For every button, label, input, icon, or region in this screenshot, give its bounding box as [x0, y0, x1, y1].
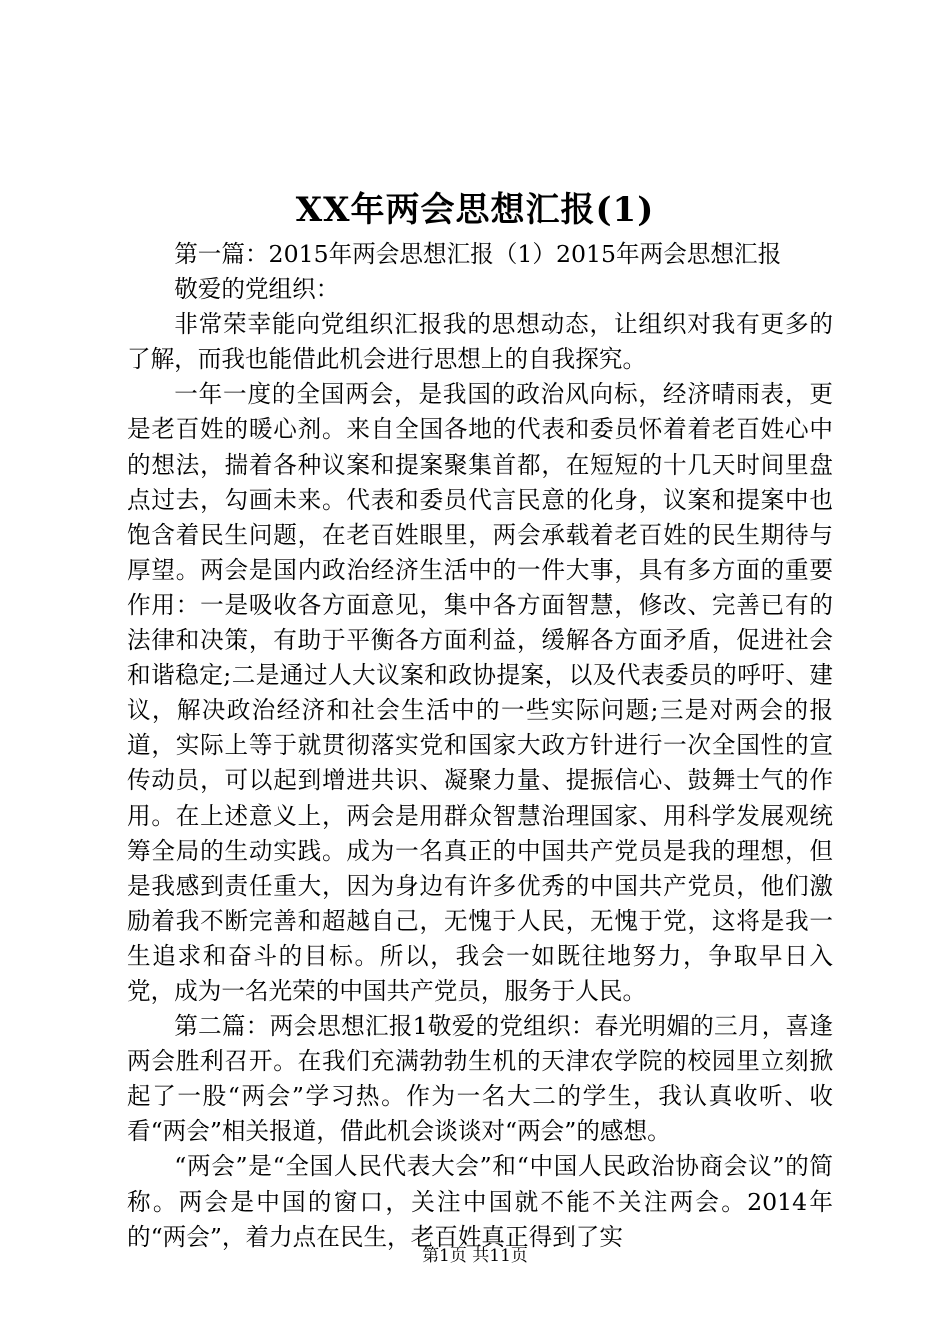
- page-footer: 第1页 共11页: [422, 1246, 528, 1266]
- document-title: XX年两会思想汇报(1): [295, 190, 655, 230]
- paragraph-lianghui: “两会”是“全国人民代表大会”和“中国人民政治协商会议”的简称。两会是中国的窗口，关注中国就不能不关注两会。2014年的“两会”，着力点在民生，老百姓真正得到了实: [127, 1152, 833, 1251]
- paragraph-heading-1: 第一篇：2015年两会思想汇报（1）2015年两会思想汇报: [174, 240, 782, 268]
- paragraph-heading-2: 第二篇：两会思想汇报1敬爱的党组织：春光明媚的三月，喜逢两会胜利召开。在我们充满勃勃生机的天津农学院的校园里立刻掀起了一股“两会”学习热。作为一名大二的学生，我认真收听、收看“两会”相关报道，借此机会谈谈对“两会”的感想。: [127, 1012, 833, 1146]
- paragraph-main: 一年一度的全国两会，是我国的政治风向标，经济晴雨表，更是老百姓的暖心剂。来自全国各地的代表和委员怀着着老百姓心中的想法，揣着各种议案和提案聚集首都，在短短的十几天时间里盘点过去，勾画未来。代表和委员代言民意的化身，议案和提案中也饱含着民生问题，在老百姓眼里，两会承载着老百姓的民生期待与厚望。两会是国内政治经济生活中的一件大事，具有多方面的重要作用：一是吸收各方面意见，集中各方面智慧，修改、完善已有的法律和决策，有助于平衡各方面利益，缓解各方面矛盾，促进社会和谐稳定;二是通过人大议案和政协提案，以及代表委员的呼吁、建议，解决政治经济和社会生活中的一些实际问题;三是对两会的报道，实际上等于就贯彻落实党和国家大政方针进行一次全国性的宣传动员，可以起到增进共识、凝聚力量、提振信心、鼓舞士气的作用。在上述意义上，两会是用群众智慧治理国家、用科学发展观统筹全局的生动实践。成为一名真正的中国共产党员是我的理想，但是我感到责任重大，因为身边有许多优秀的中国共产党员，他们激励着我不断完善和超越自己，无愧于人民，无愧于党，这将是我一生追求和奋斗的目标。所以，我会一如既往地努力，争取早日入党，成为一名光荣的中国共产党员，服务于人民。: [127, 380, 833, 1005]
- paragraph-intro: 非常荣幸能向党组织汇报我的思想动态，让组织对我有更多的了解，而我也能借此机会进行思想上的自我探究。: [127, 310, 833, 374]
- paragraph-salutation: 敬爱的党组织：: [174, 275, 340, 304]
- document-body: [127, 237, 833, 1255]
